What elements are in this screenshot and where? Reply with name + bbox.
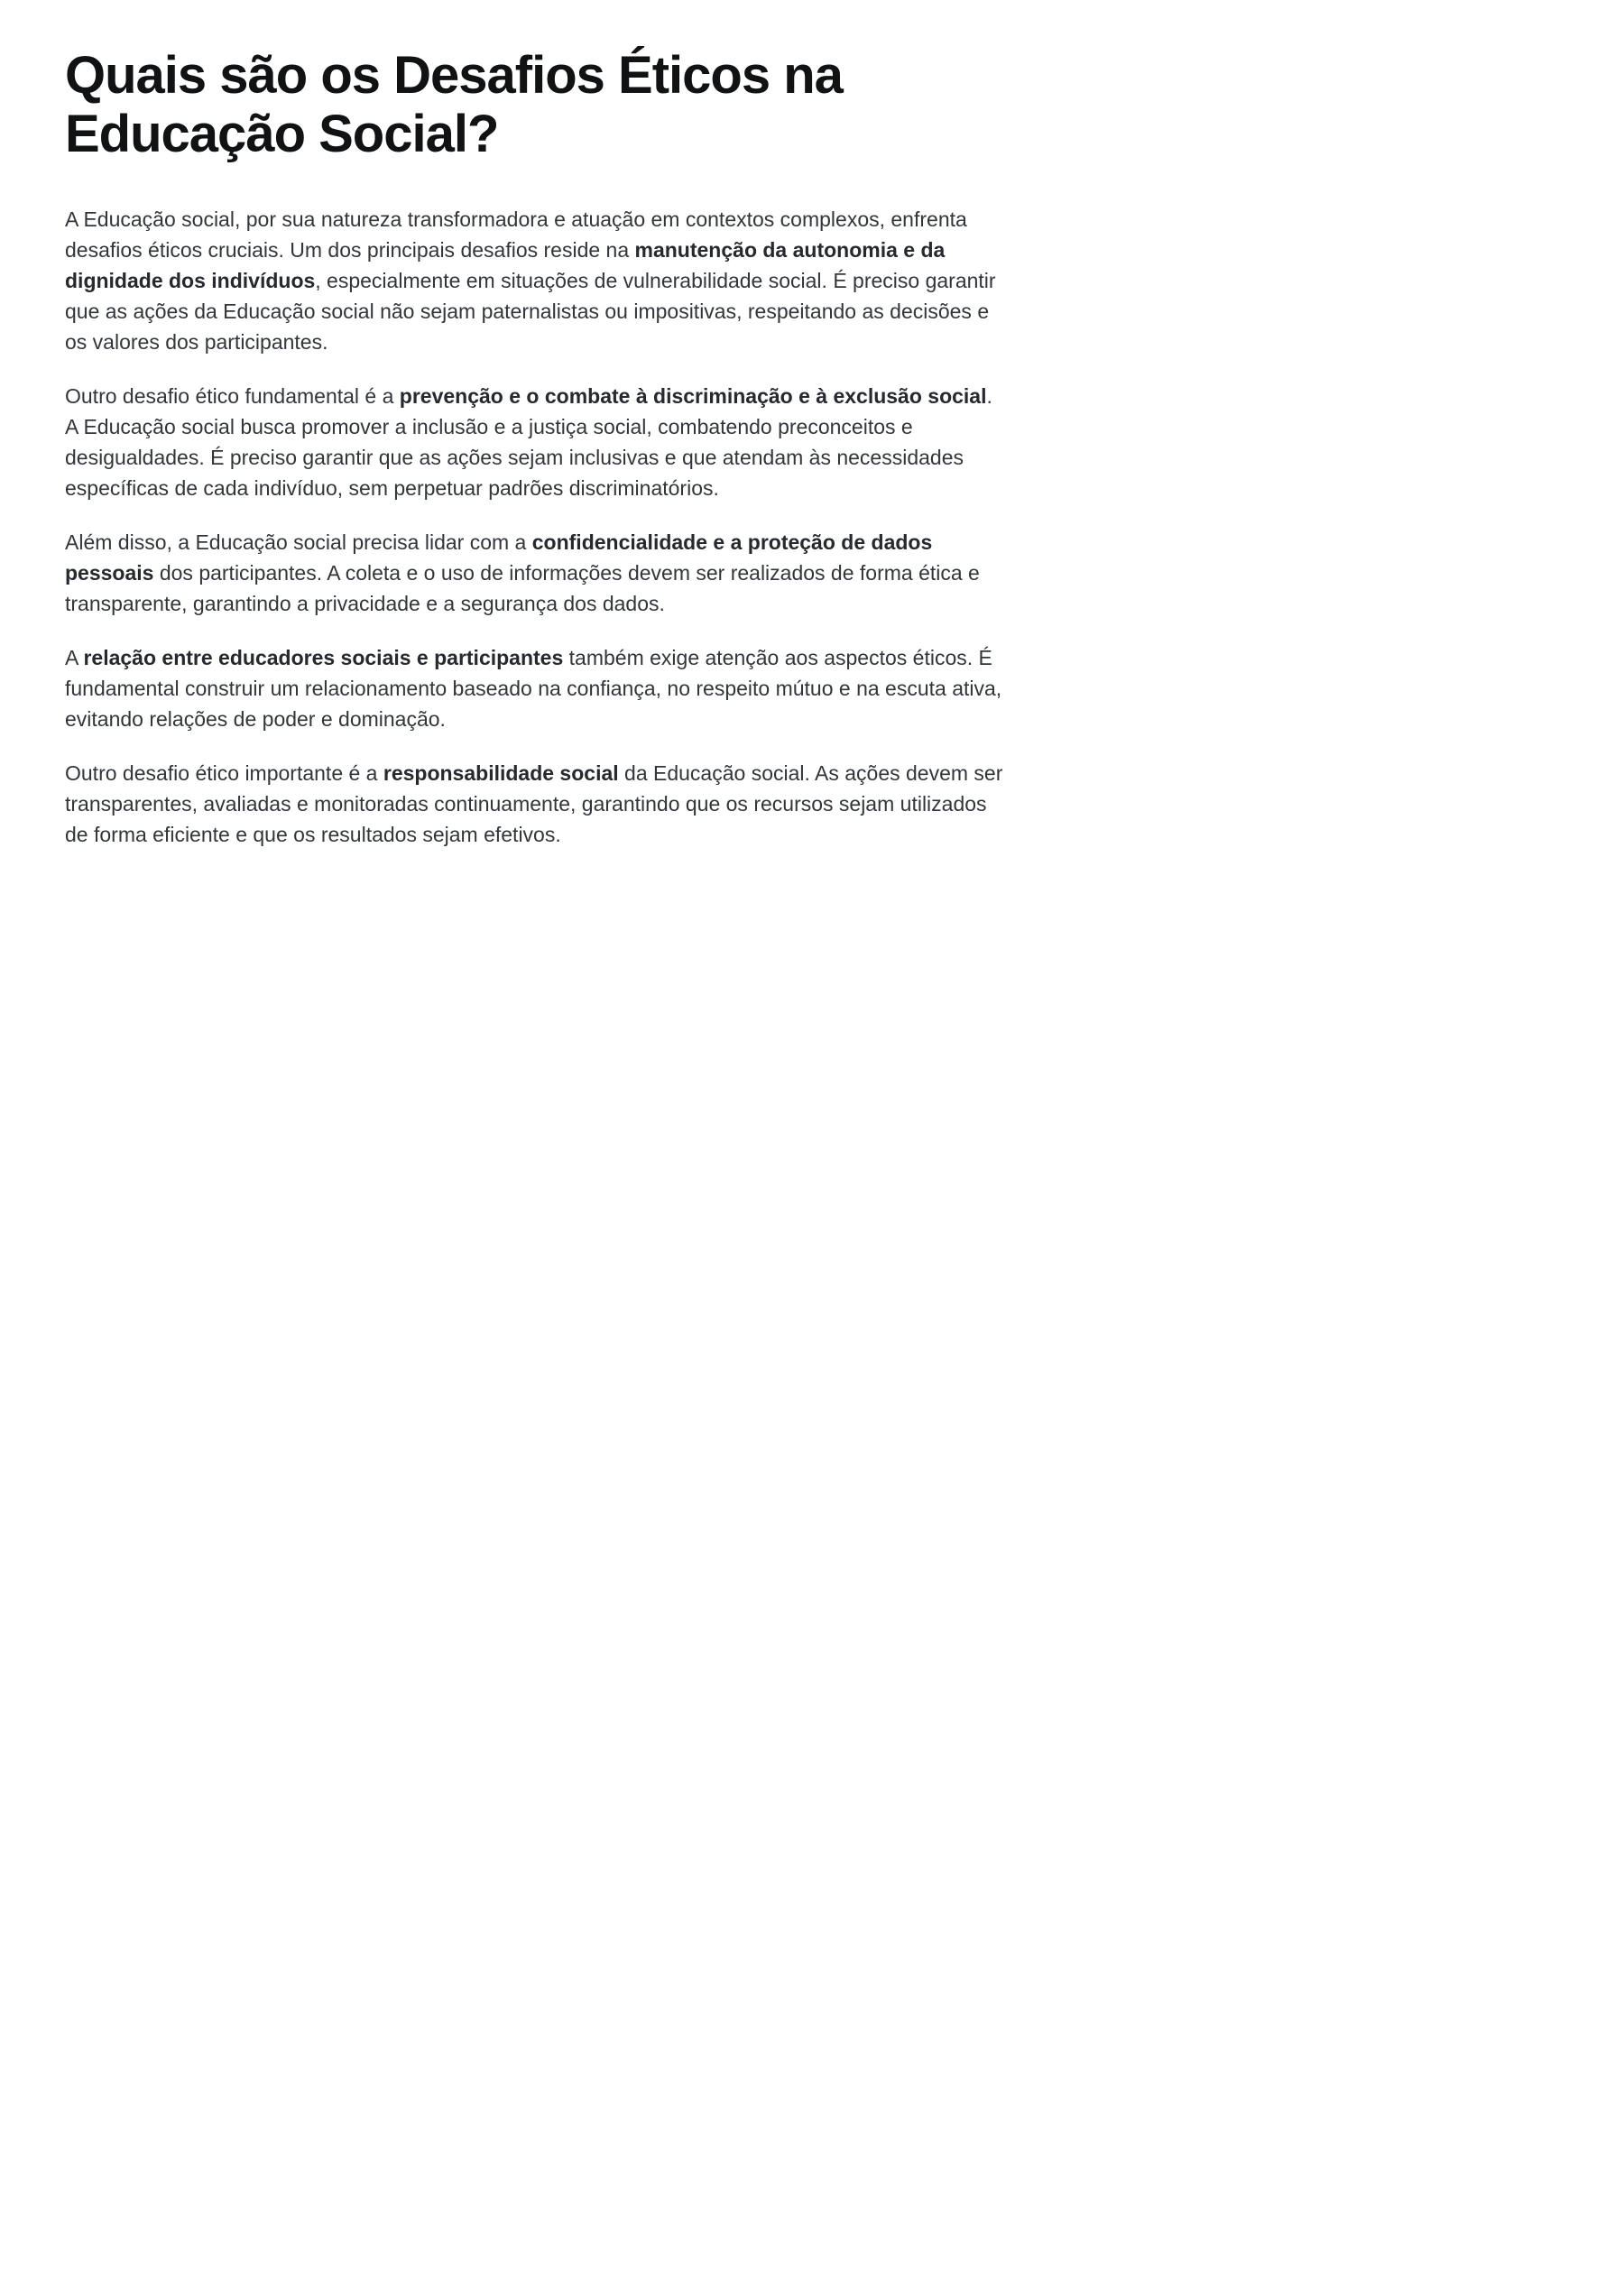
paragraph-social-responsibility (65, 758, 1003, 850)
page-title: Quais são os Desafios Éticos na Educação Social? (65, 46, 843, 163)
bold-text-run: relação entre educadores sociais e participantes (83, 645, 564, 669)
text-run: dos participantes. A coleta e o uso de informações devem ser realizados de forma ética e transparente, garantindo a privacidade e a segurança dos dados. (65, 560, 980, 615)
text-run: também exige atenção aos aspectos éticos. É fundamental construir um relacionamento baseado na confiança, no respeito mútuo e na escuta ativa, evitando relações de poder e dominação. (65, 645, 1002, 731)
bold-text-run: prevenção e o combate à discriminação e à exclusão social (399, 383, 987, 408)
text-run: Outro desafio ético fundamental é a (65, 383, 400, 408)
paragraph-confidentiality-data (65, 527, 1003, 619)
article-content (65, 47, 1003, 850)
document-page (0, 0, 1624, 945)
text-run: da Educação social. As ações devem ser transparentes, avaliadas e monitoradas continuamente, garantindo que os recursos sejam utilizados de forma eficiente e que os resultados sejam efetivos. (65, 760, 1003, 846)
text-run: Outro desafio ético importante é a (65, 760, 383, 785)
bold-text-run: manutenção da autonomia e da dignidade dos indivíduos (65, 237, 946, 292)
text-run: Além disso, a Educação social precisa lidar com a (65, 530, 532, 554)
text-run: , especialmente em situações de vulnerabilidade social. É preciso garantir que as ações da Educação social não sejam paternalistas ou impositivas, respeitando as decisões e os valores dos participantes. (65, 268, 996, 354)
text-run: . A Educação social busca promover a inclusão e a justiça social, combatendo preconceitos e desigualdades. É preciso garantir que as ações sejam inclusivas e que atendam às necessidades específicas de cada indivíduo, sem perpetuar padrões discriminatórios. (65, 383, 992, 500)
paragraph-educator-participant-relationship (65, 642, 1003, 734)
text-run: A (65, 645, 84, 669)
bold-text-run: responsabilidade social (383, 760, 619, 785)
text-run: A Educação social, por sua natureza transformadora e atuação em contextos complexos, enfrenta desafios éticos cruciais. Um dos principais desafios reside na (65, 207, 967, 262)
bold-text-run: confidencialidade e a proteção de dados pessoais (65, 530, 933, 585)
paragraph-discrimination-exclusion (65, 381, 1003, 503)
paragraph-autonomy-dignity (65, 204, 1003, 357)
